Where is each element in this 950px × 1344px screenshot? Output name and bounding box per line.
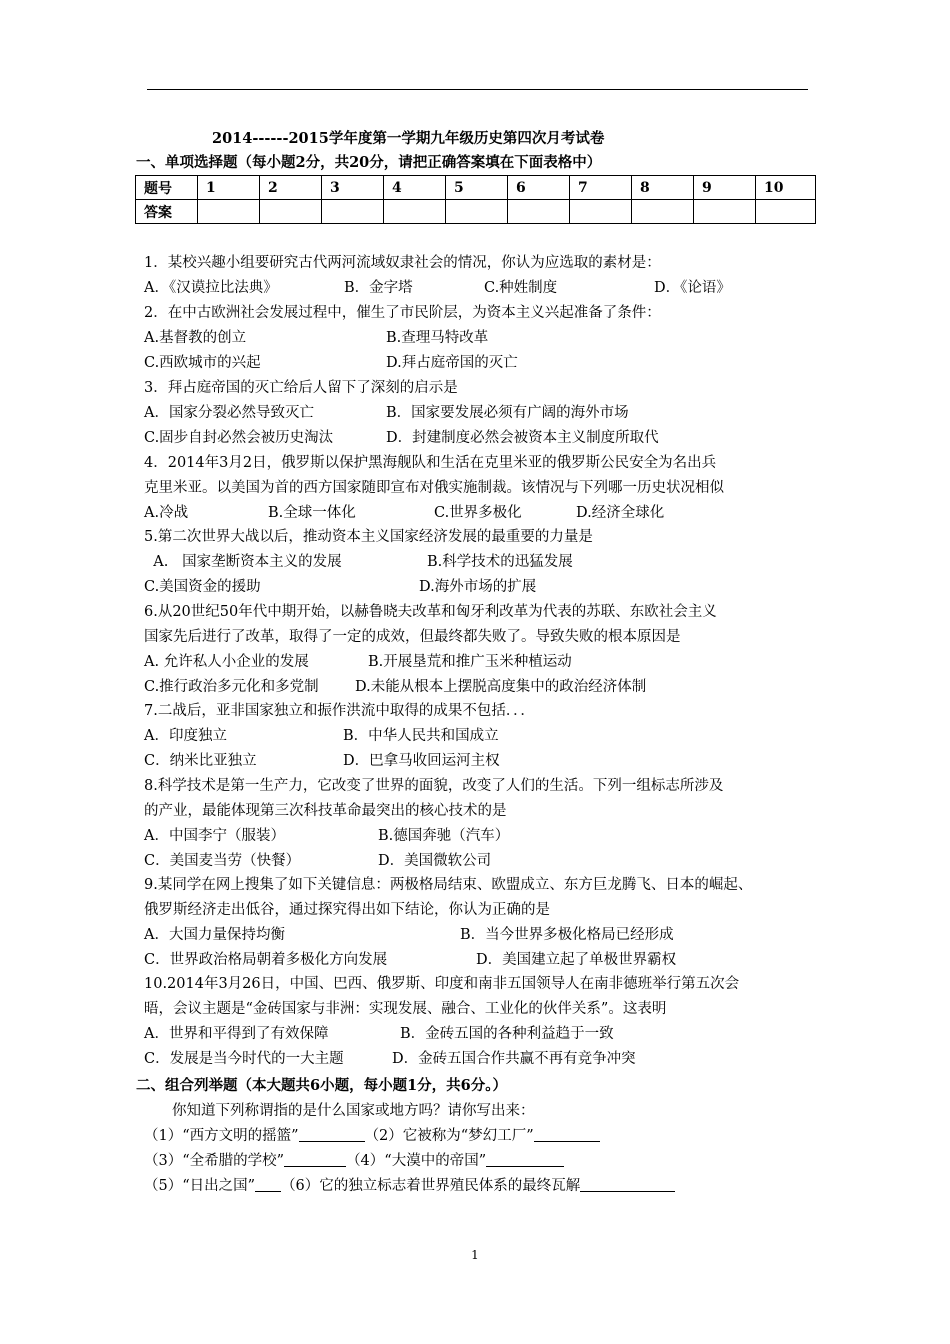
question-8: [144, 774, 814, 874]
option-a: A.基督教的创立: [144, 330, 247, 346]
answer-cell[interactable]: [570, 200, 632, 224]
table-header-cell: 6: [508, 176, 570, 200]
table-header-cell: 10: [756, 176, 816, 200]
option-b: B.查理马特改革: [386, 330, 489, 346]
option-c: C.西欧城市的兴起: [144, 355, 261, 371]
blank-3-line[interactable]: [284, 1150, 346, 1167]
question-10: [144, 972, 814, 1072]
option-row: [144, 824, 814, 849]
blank-2-prompt: （2）它被称为“梦幻工厂”: [364, 1128, 534, 1144]
blank-row: [144, 1174, 675, 1199]
question-6: [144, 600, 814, 700]
question-7: [144, 699, 814, 774]
question-2: [144, 301, 814, 376]
option-row: [144, 351, 814, 376]
option-c: C.种姓制度: [484, 280, 558, 296]
answer-label-cell: 答案: [136, 200, 198, 224]
option-c: C.推行政治多元化和多党制: [144, 679, 319, 695]
table-header-cell: 题号: [136, 176, 198, 200]
answer-cell[interactable]: [632, 200, 694, 224]
option-row: [144, 724, 814, 749]
question-stem: 6.从20世纪50年代中期开始，以赫鲁晓夫改革和匈牙利改革为代表的苏联、东欧社会主义: [144, 604, 717, 620]
option-row: [144, 401, 814, 426]
blank-1-prompt: （1）“西方文明的摇篮”: [144, 1128, 299, 1144]
blank-1-line[interactable]: [299, 1125, 365, 1142]
option-row: [144, 1047, 814, 1072]
blank-4-line[interactable]: [486, 1150, 564, 1167]
option-d: D．美国微软公司: [378, 853, 492, 869]
question-stem: 9.某同学在网上搜集了如下关键信息：两极格局结束、欧盟成立、东方巨龙腾飞、日本的崛起、: [144, 877, 753, 893]
question-stem: 3．拜占庭帝国的灭亡给后人留下了深刻的启示是: [144, 380, 458, 396]
section-2-intro: 你知道下列称谓指的是什么国家或地方吗？请你写出来：: [172, 1103, 535, 1119]
question-stem: 10.2014年3月26日，中国、巴西、俄罗斯、印度和南非五国领导人在南非德班举行第五次会: [144, 976, 740, 992]
answer-table: [135, 175, 816, 224]
option-c: C.固步自封必然会被历史淘汰: [144, 430, 334, 446]
option-c: C．纳米比亚独立: [144, 753, 257, 769]
option-d: D．巴拿马收回运河主权: [343, 753, 500, 769]
option-b: B.德国奔驰（汽车）: [378, 828, 510, 844]
option-b: B.开展垦荒和推广玉米种植运动: [368, 654, 572, 670]
question-stem: 1．某校兴趣小组要研究古代两河流域奴隶社会的情况，你认为应选取的素材是：: [144, 255, 661, 271]
option-a: A．大国力量保持均衡: [144, 927, 285, 943]
question-stem: 7.二战后，亚非国家独立和振作洪流中取得的成果不包括．．．: [144, 703, 535, 719]
blank-4-prompt: （4）“大漠中的帝国”: [346, 1153, 487, 1169]
option-d: D.未能从根本上摆脱高度集中的政治经济体制: [355, 679, 647, 695]
question-9: [144, 873, 814, 973]
question-4: [144, 451, 814, 526]
option-a: A．《汉谟拉比法典》: [144, 280, 278, 296]
section-1-heading: 一、单项选择题（每小题2分，共20分，请把正确答案填在下面表格中）: [136, 154, 602, 171]
option-c: C.世界多极化: [434, 505, 522, 521]
blank-5-prompt: （5）“日出之国”: [144, 1178, 256, 1194]
option-d: D．《论语》: [654, 280, 731, 296]
option-b: B．当今世界多极化格局已经形成: [460, 927, 674, 943]
header-rule: [147, 89, 808, 90]
table-header-cell: 5: [446, 176, 508, 200]
option-d: D．金砖五国合作共赢不再有竞争冲突: [392, 1051, 636, 1067]
option-d: D.海外市场的扩展: [419, 579, 537, 595]
option-row: [144, 849, 814, 874]
option-row: [144, 501, 814, 526]
blank-5-line[interactable]: [255, 1175, 281, 1192]
option-row: [144, 948, 814, 973]
answer-cell[interactable]: [260, 200, 322, 224]
question-5: [144, 525, 814, 600]
blank-2-line[interactable]: [534, 1125, 600, 1142]
option-row: [144, 675, 814, 700]
option-row: [144, 426, 814, 451]
option-row: [144, 749, 814, 774]
table-header-cell: 2: [260, 176, 322, 200]
answer-cell[interactable]: [756, 200, 816, 224]
option-row: [144, 550, 814, 575]
option-a: A．世界和平得到了有效保障: [144, 1026, 329, 1042]
option-b: B.全球一体化: [268, 505, 356, 521]
option-c: C.美国资金的援助: [144, 579, 261, 595]
question-stem: 5.第二次世界大战以后，推动资本主义国家经济发展的最重要的力量是: [144, 529, 593, 545]
blank-6-line[interactable]: [580, 1175, 675, 1192]
answer-cell[interactable]: [508, 200, 570, 224]
answer-cell[interactable]: [198, 200, 260, 224]
table-header-cell: 1: [198, 176, 260, 200]
option-row: [144, 276, 814, 301]
question-stem: 俄罗斯经济走出低谷，通过探究得出如下结论，你认为正确的是: [144, 902, 550, 918]
table-header-cell: 7: [570, 176, 632, 200]
answer-table-header-row: [136, 176, 816, 200]
option-b: B．国家要发展必须有广阔的海外市场: [386, 405, 629, 421]
option-row: [144, 326, 814, 351]
answer-cell[interactable]: [322, 200, 384, 224]
answer-table-answer-row: [136, 200, 816, 224]
option-row: [144, 575, 814, 600]
option-row: [144, 1022, 814, 1047]
table-header-cell: 8: [632, 176, 694, 200]
option-d: D.拜占庭帝国的灭亡: [386, 355, 518, 371]
answer-cell[interactable]: [694, 200, 756, 224]
option-a: A．印度独立: [144, 728, 227, 744]
question-stem: 4．2014年3月2日，俄罗斯以保护黑海舰队和生活在克里米亚的俄罗斯公民安全为名出兵: [144, 455, 717, 471]
question-stem: 国家先后进行了改革，取得了一定的成效，但最终都失败了。导致失败的根本原因是: [144, 629, 681, 645]
answer-cell[interactable]: [446, 200, 508, 224]
blank-6-prompt: （6）它的独立标志着世界殖民体系的最终瓦解: [281, 1178, 581, 1194]
option-b: B．金字塔: [344, 280, 413, 296]
answer-cell[interactable]: [384, 200, 446, 224]
question-stem: 的产业，最能体现第三次科技革命最突出的核心技术的是: [144, 803, 507, 819]
question-stem: 克里米亚。以美国为首的西方国家随即宣布对俄实施制裁。该情况与下列哪一历史状况相似: [144, 480, 724, 496]
question-stem: 8.科学技术是第一生产力，它改变了世界的面貌，改变了人们的生活。下列一组标志所涉及: [144, 778, 724, 794]
option-a: A．国家分裂必然导致灭亡: [144, 405, 314, 421]
option-d: D.经济全球化: [576, 505, 665, 521]
question-1: [144, 251, 814, 301]
option-b: B．金砖五国的各种利益趋于一致: [400, 1026, 614, 1042]
option-a: A. 允许私人小企业的发展: [144, 654, 309, 670]
table-header-cell: 4: [384, 176, 446, 200]
option-a: A．中国李宁（服装）: [144, 828, 285, 844]
option-b: B.科学技术的迅猛发展: [427, 554, 573, 570]
blank-row: [144, 1149, 675, 1174]
option-a: A.冷战: [144, 505, 189, 521]
section-2-heading: 二、组合列举题（本大题共6小题，每小题1分，共6分。）: [136, 1077, 508, 1094]
option-row: [144, 923, 814, 948]
question-stem: 晤，会议主题是“金砖国家与非洲：实现发展、融合、工业化的伙伴关系”。这表明: [144, 1001, 667, 1017]
table-header-cell: 9: [694, 176, 756, 200]
option-a: A. 国家垄断资本主义的发展: [144, 554, 342, 570]
option-row: [144, 650, 814, 675]
option-c: C．美国麦当劳（快餐）: [144, 853, 301, 869]
blank-row: [144, 1124, 675, 1149]
page-number: 1: [471, 1248, 479, 1262]
fill-in-blanks: [144, 1099, 675, 1199]
option-c: C．世界政治格局朝着多极化方向发展: [144, 952, 388, 968]
table-header-cell: 3: [322, 176, 384, 200]
blank-3-prompt: （3）“全希腊的学校”: [144, 1153, 285, 1169]
option-c: C．发展是当今时代的一大主题: [144, 1051, 344, 1067]
option-d: D．封建制度必然会被资本主义制度所取代: [386, 430, 659, 446]
exam-title: 2014------2015学年度第一学期九年级历史第四次月考试卷: [212, 130, 605, 147]
option-b: B．中华人民共和国成立: [343, 728, 499, 744]
option-d: D．美国建立起了单极世界霸权: [476, 952, 677, 968]
question-3: [144, 376, 814, 451]
question-stem: 2．在中古欧洲社会发展过程中，催生了市民阶层，为资本主义兴起准备了条件：: [144, 305, 661, 321]
